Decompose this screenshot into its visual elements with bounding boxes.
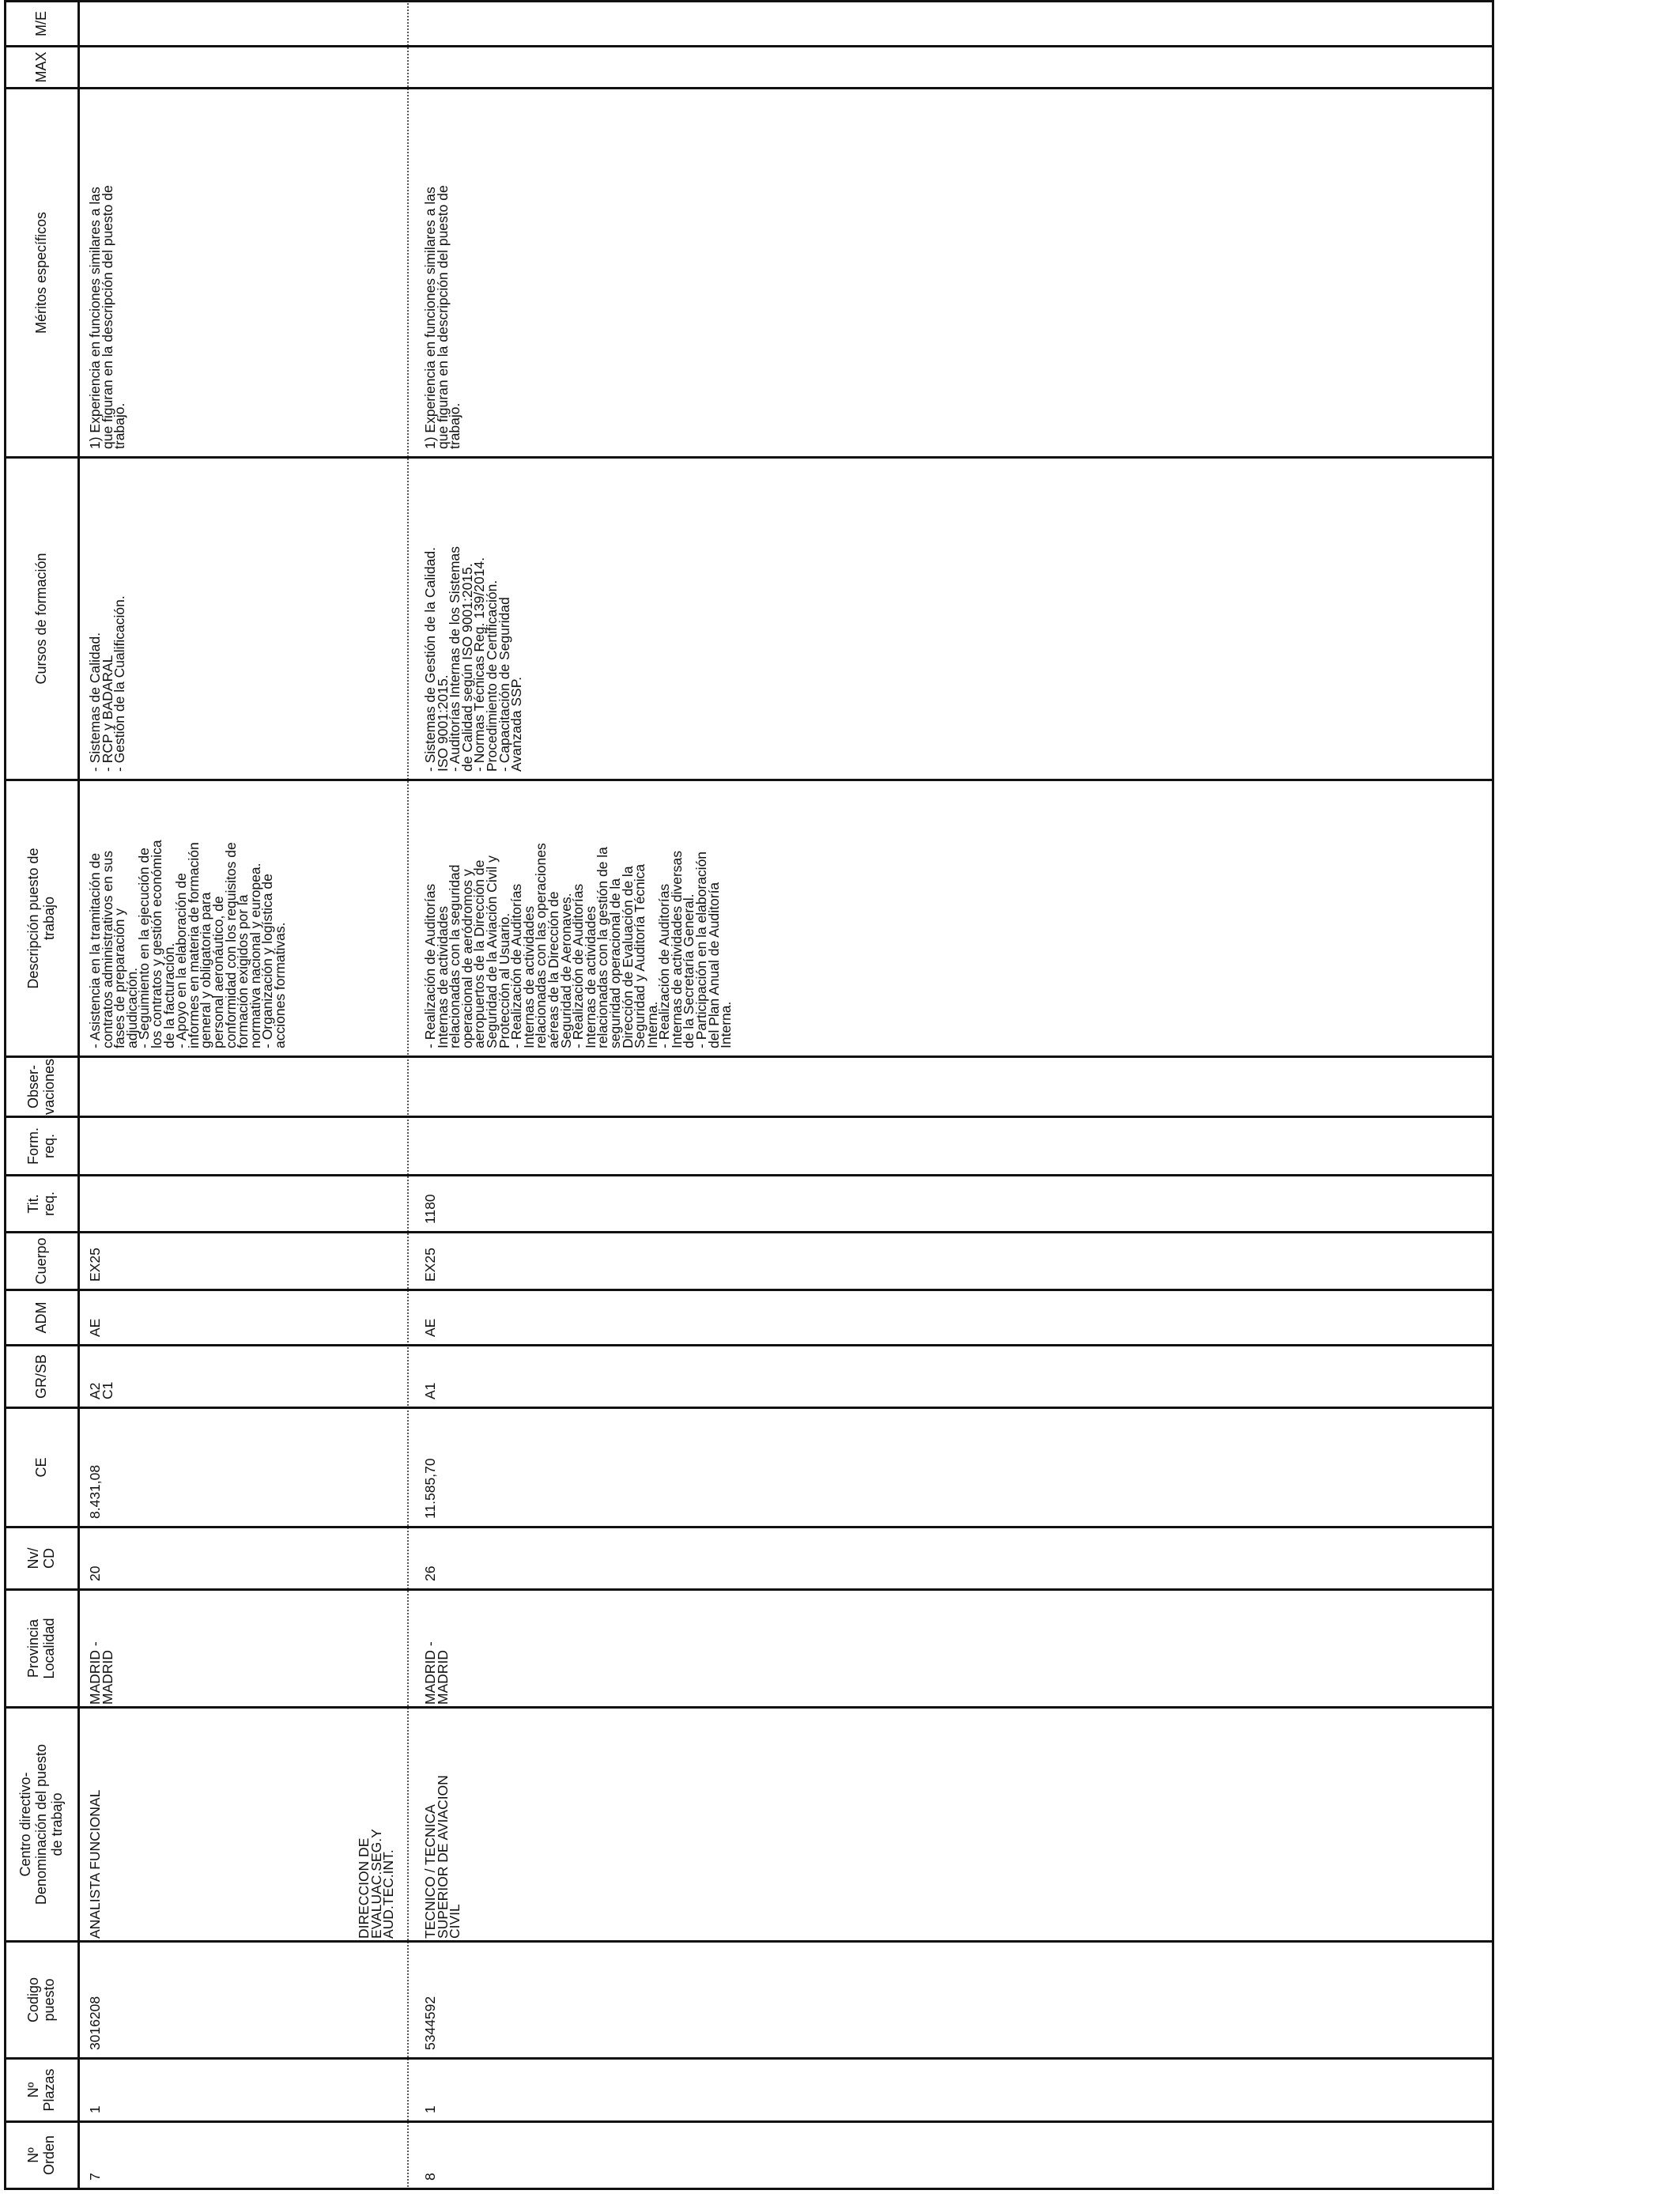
header-meritos: Méritos específicos: [32, 211, 49, 334]
header-desc: Descripción puesto de trabajo: [25, 848, 57, 989]
header-bottom-border: [77, 0, 80, 2190]
cell-tit: 1180: [422, 1194, 438, 1224]
col-rule: [4, 87, 1494, 89]
header-grsb: GR/SB: [32, 1354, 49, 1399]
col-rule: [4, 1055, 1494, 1058]
header-me: M/E: [32, 11, 49, 37]
cell-plazas: 1: [87, 2105, 103, 2113]
cell-centro-header: DIRECCION DE EVALUAC.SEG.Y AUD.TEC.INT.: [356, 1829, 397, 1939]
col-rule: [4, 1588, 1494, 1591]
cell-cursos: - Sistemas de Gestión de la Calidad. ISO 9001:2015. - Auditorías Internas de los Sistemas de Calidad según ISO 9001:2015. - Normas Técnicas Reg. 139/2014. Procedimiento de Certificación. - Capacitación de Seguridad Avanzada SSP.: [422, 546, 525, 772]
rotated-table: [4, 0, 1494, 2190]
cell-codigo: 5344592: [422, 1996, 438, 2050]
cell-nivel: 20: [87, 1565, 103, 1581]
cell-orden: 7: [87, 2173, 103, 2181]
col-rule: [4, 1407, 1494, 1409]
cell-centro: ANALISTA FUNCIONAL: [87, 1789, 103, 1939]
col-rule: [4, 1940, 1494, 1943]
col-rule: [4, 1344, 1494, 1346]
col-rule: [4, 2120, 1494, 2123]
cell-ce: 8.431,08: [87, 1464, 103, 1519]
table-right-border: [4, 0, 1494, 2]
cell-cuerpo: EX25: [87, 1248, 103, 1282]
col-rule: [4, 1289, 1494, 1291]
col-rule: [4, 456, 1494, 459]
cell-desc: - Realización de Auditorías Internas de actividades relacionadas con la seguridad operacional de aeródromos y aeropuertos de la Dirección de Seguridad de la Aviación Civil y Protección al Usuario. - Realización de Auditorías Internas de actividades relacionadas con las operaciones aéreas de la Dirección de Seguridad de Aeronaves. - Realización de Auditorías Internas de actividades relacionadas con la gestión de la seguridad operacional de la Dirección de Evaluación de la Seguridad y Auditoría Técnica Interna. - Realización de Auditorías Internas de actividades diversas de la Secretaría General. - Participación en la elaboración del Plan Anual de Auditoría Interna.: [422, 843, 734, 1048]
header-adm: ADM: [32, 1301, 49, 1334]
header-ce: CE: [32, 1457, 49, 1478]
header-form: Form. req.: [25, 1127, 57, 1165]
header-cuerpo: Cuerpo: [32, 1237, 49, 1285]
header-tit: Tit. req.: [25, 1191, 57, 1217]
header-orden: Nº Orden: [25, 2135, 57, 2176]
header-nivel: Nv/ CD: [25, 1547, 57, 1569]
cell-ce: 11.585,70: [422, 1458, 438, 1519]
header-plazas: Nº Plazas: [25, 2068, 57, 2112]
cell-cursos: - Sistemas de Calidad. - RCP y BADARAL - Gestión de la Cualificación.: [87, 595, 128, 772]
cell-plazas: 1: [422, 2105, 438, 2113]
cell-provincia: MADRID - MADRID: [422, 1641, 451, 1705]
header-codigo: Codigo puesto: [25, 1977, 57, 2023]
row-separator: [407, 0, 409, 2190]
header-max: MAX: [32, 51, 49, 83]
header-centro: Centro directivo- Denominación del puesto de trabajo: [17, 1743, 65, 1905]
cell-centro: TECNICO / TECNICA SUPERIOR DE AVIACION CIVIL: [422, 1775, 463, 1939]
col-rule: [4, 1116, 1494, 1118]
cell-meritos: 1) Experiencia en funciones similares a las que figuran en la descripción del puesto de trabajo.: [87, 185, 128, 449]
header-provincia: Provincia Localidad: [25, 1618, 57, 1679]
col-rule: [4, 1174, 1494, 1176]
cell-nivel: 26: [422, 1565, 438, 1581]
cell-meritos: 1) Experiencia en funciones similares a las que figuran en la descripción del puesto de trabajo.: [422, 185, 463, 449]
col-rule: [4, 45, 1494, 47]
cell-desc: - Asistencia en la tramitación de contratos administrativos en sus fases de preparación y adjudicación. - Seguimiento en la ejecución de los contratos y gestión económica de la facturación. - Apoyo en la elaboración de informes en materia de formación general y obligatoria para personal aeronáutico, de conformidad con los requisitos de formación exigidos por la normativa nacional y europea. - Organización y logística de acciones formativas.: [87, 840, 288, 1048]
col-rule: [4, 1526, 1494, 1528]
cell-grsb: A1: [422, 1382, 438, 1399]
col-rule: [4, 2057, 1494, 2060]
cell-codigo: 3016208: [87, 1996, 103, 2050]
cell-grsb: A2 C1: [87, 1381, 115, 1399]
header-cursos: Cursos de formación: [32, 553, 49, 685]
cell-cuerpo: EX25: [422, 1248, 438, 1282]
cell-orden: 8: [422, 2173, 438, 2181]
col-rule: [4, 1231, 1494, 1233]
table-bottom-border: [1492, 0, 1494, 2190]
cell-adm: AE: [87, 1318, 103, 1337]
cell-adm: AE: [422, 1318, 438, 1337]
col-rule: [4, 1706, 1494, 1709]
header-obs: Obser- vaciones: [25, 1058, 57, 1116]
cell-provincia: MADRID - MADRID: [87, 1641, 115, 1705]
table-left-border: [4, 2188, 1494, 2190]
